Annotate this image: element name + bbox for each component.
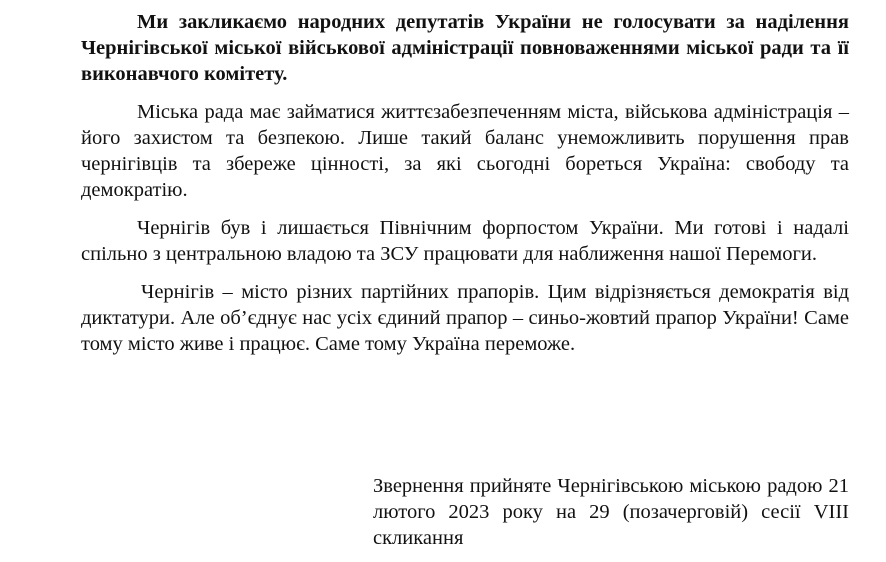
signature-note: Звернення прийняте Чернігівською міською радою 21 лютого 2023 року на 29 (позачерговій) сесії VIII скликання [373,475,849,549]
appeal-paragraph: Ми закликаємо народних депутатів України не голосувати за наділення Чернігівської міської військової адміністрації повноваженнями міської ради та її виконавчого комітету. [81,11,849,85]
document-body [81,9,849,357]
body-paragraph-northern-outpost: Чернігів був і лишається Північним форпостом України. Ми готові і надалі спільно з центральною владою та ЗСУ працювати для наближення нашої Перемоги. [81,217,849,265]
body-paragraph-council-role: Міська рада має займатися життєзабезпеченням міста, військова адміністрація – його захистом та безпекою. Лише такий баланс унеможливить порушення прав чернігівців та збереже цінності, за які сьогодні бореться Україна: свободу та демократію. [81,101,849,201]
body-paragraph-flags: Чернігів – місто різних партійних прапорів. Цим відрізняється демократія від диктатури. Але об’єднує нас усіх єдиний прапор – синьо-жовтий прапор України! Саме тому місто живе і працює. Саме тому Україна переможе. [81,281,849,355]
